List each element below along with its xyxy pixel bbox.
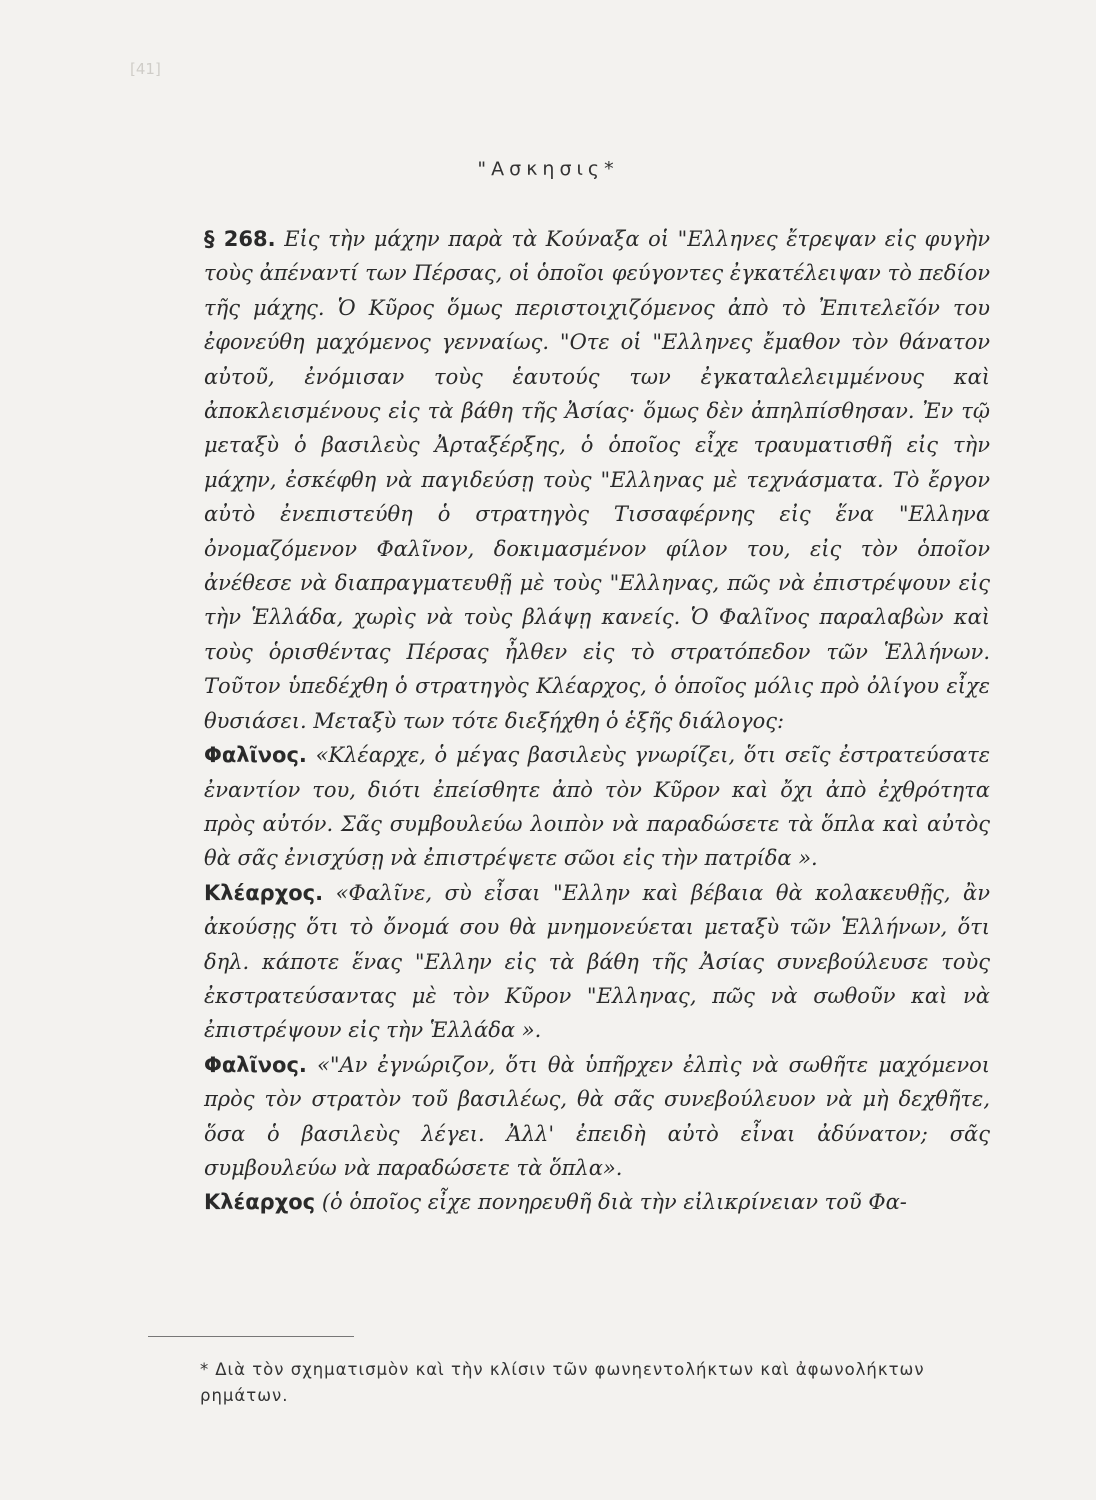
speaker-name: Κλέαρχος. [204,880,324,905]
page-number: [41] [130,60,161,78]
footnote-mark: * [200,1360,210,1379]
dialogue-text: «Φαλῖνε, σὺ εἶσαι "Ελλην καὶ βέβαια θὰ κολακευθῇς, ἂν ἀκούσῃς ὅτι τὸ ὄνομά σου θὰ μνημονεύεται μεταξὺ τῶν Ἑλλήνων, ὅτι δηλ. κάποτε ἕνας "Ελλην εἰς τὰ βάθη τῆς Ἀσίας συνεβούλευσε τοὺς ἐκστρατεύσαντας μὲ τὸν Κῦρον "Ελληνας, πῶς νὰ σωθοῦν καὶ νὰ ἐπιστρέψουν εἰς τὴν Ἑλλάδα ». [204,880,990,1043]
section-number: § 268. [204,227,276,251]
footnote-divider [148,1336,354,1337]
dialogue-line [204,1048,990,1186]
footnote [200,1357,990,1409]
intro-paragraph [204,222,990,738]
speaker-name: Φαλῖνος. [204,743,307,768]
dialogue-line [204,738,990,876]
footnote-text: Διὰ τὸν σχηματισμὸν καὶ τὴν κλίσιν τῶν φωνηεντολήκτων καὶ ἀφωνολήκτων ρημάτων. [200,1360,925,1405]
intro-text: Εἰς τὴν μάχην παρὰ τὰ Κούναξα οἱ "Ελληνες ἔτρεψαν εἰς φυγὴν τοὺς ἀπέναντί των Πέρσας, οἱ ὁποῖοι φεύγοντες ἐγκατέλειψαν τὸ πεδίον τῆς μάχης. Ὁ Κῦρος ὅμως περιστοιχιζόμενος ἀπὸ τὸ Ἐπιτελεῖόν του ἐφονεύθη μαχόμενος γενναίως. "Οτε οἱ "Ελληνες ἔμαθον τὸν θάνατον αὐτοῦ, ἐνόμισαν τοὺς ἑαυτούς των ἐγκαταλελειμμένους καὶ ἀποκλεισμένους εἰς τὰ βάθη τῆς Ἀσίας· ὅμως δὲν ἀπηλπίσθησαν. Ἐν τῷ μεταξὺ ὁ βασιλεὺς Ἀρταξέρξης, ὁ ὁποῖος εἶχε τραυματισθῆ εἰς τὴν μάχην, ἐσκέφθη νὰ παγιδεύσῃ τοὺς "Ελληνας μὲ τεχνάσματα. Τὸ ἔργον αὐτὸ ἐνεπιστεύθη ὁ στρατηγὸς Τισσαφέρνης εἰς ἕνα "Ελληνα ὀνομαζόμενον Φαλῖνον, δοκιμασμένον φίλον του, εἰς τὸν ὁποῖον ἀνέθεσε νὰ διαπραγματευθῇ μὲ τοὺς "Ελληνας, πῶς νὰ ἐπιστρέψουν εἰς τὴν Ἑλλάδα, χωρὶς νὰ τοὺς βλάψῃ κανείς. Ὁ Φαλῖνος παραλαβὼν καὶ τοὺς ὁρισθέντας Πέρσας ἦλθεν εἰς τὸ στρατόπεδον τῶν Ἑλλήνων. Τοῦτον ὑπεδέχθη ὁ στρατηγὸς Κλέαρχος, ὁ ὁποῖος μόλις πρὸ ὀλίγου εἶχε θυσιάσει. Μεταξὺ των τότε διεξήχθη ὁ ἑξῆς διάλογος: [204,227,990,733]
dialogue-text: «"Αν ἐγνώριζον, ὅτι θὰ ὑπῆρχεν ἐλπὶς νὰ σωθῆτε μαχόμενοι πρὸς τὸν στρατὸν τοῦ βασιλέως, θὰ σᾶς συνεβούλευον νὰ μὴ δεχθῆτε, ὅσα ὁ βασιλεὺς λέγει. Ἀλλ' ἐπειδὴ αὐτὸ εἶναι ἀδύνατον; σᾶς συμβουλεύω νὰ παραδώσετε τὰ ὅπλα». [204,1052,990,1180]
exercise-title: "Ασκησις* [477,158,619,180]
dialogue-text: (ὁ ὁποῖος εἶχε πονηρευθῆ διὰ τὴν εἰλικρίνειαν τοῦ Φα- [321,1190,907,1215]
dialogue-line [204,876,990,1048]
dialogue-text: «Κλέαρχε, ὁ μέγας βασιλεὺς γνωρίζει, ὅτι σεῖς ἐστρατεύσατε ἐναντίον του, διότι ἐπείσθητε ἀπὸ τὸν Κῦρον καὶ ὄχι ἀπὸ ἐχθρότητα πρὸς αὐτόν. Σᾶς συμβουλεύω λοιπὸν νὰ παραδώσετε τὰ ὅπλα καὶ αὐτὸς θὰ σᾶς ἐνισχύσῃ νὰ ἐπιστρέψετε σῶοι εἰς τὴν πατρίδα ». [204,743,990,871]
exercise-body [204,222,990,1220]
speaker-name: Φαλῖνος. [204,1052,307,1077]
speaker-name: Κλέαρχος [204,1190,316,1215]
dialogue-line [204,1185,990,1219]
